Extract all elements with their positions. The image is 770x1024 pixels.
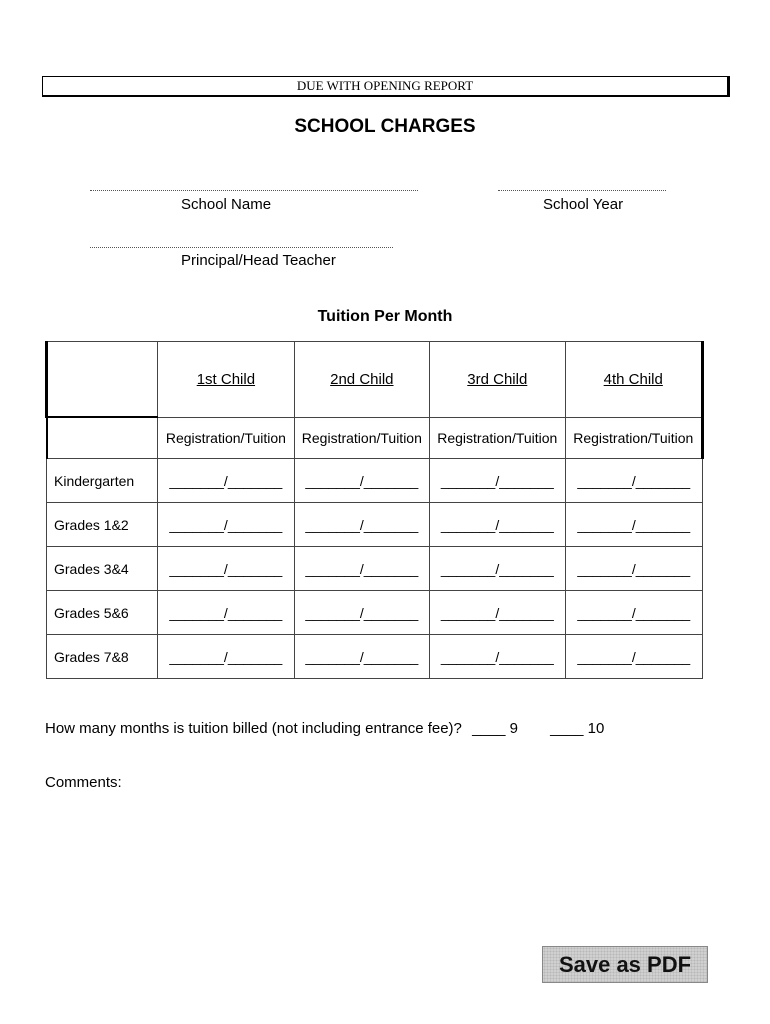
row-label: Grades 3&4 (47, 547, 158, 591)
tuition-title: Tuition Per Month (317, 308, 453, 325)
due-notice-box: DUE WITH OPENING REPORT (42, 76, 730, 97)
question-text: How many months is tuition billed (not including entrance fee)? (45, 720, 462, 737)
header-4th-child: 4th Child (565, 342, 702, 418)
comments-label: Comments: (45, 774, 122, 791)
row-label: Grades 7&8 (47, 635, 158, 679)
fee-slot[interactable]: _______/_______ (430, 591, 565, 635)
sub-header-row (47, 417, 703, 459)
table-row (47, 547, 703, 591)
row-label: Kindergarten (47, 459, 158, 503)
fee-slot[interactable]: _______/_______ (430, 547, 565, 591)
save-as-pdf-button[interactable]: Save as PDF (542, 946, 708, 983)
header-1st-child: 1st Child (158, 342, 294, 418)
sub-header: Registration/Tuition (430, 417, 565, 459)
fee-slot[interactable]: _______/_______ (158, 503, 294, 547)
sub-corner-cell (47, 417, 158, 459)
sub-header: Registration/Tuition (565, 417, 702, 459)
row-label: Grades 5&6 (47, 591, 158, 635)
fee-slot[interactable]: _______/_______ (565, 459, 702, 503)
fee-slot[interactable]: _______/_______ (158, 635, 294, 679)
table-row (47, 503, 703, 547)
option-10-months[interactable]: ____ 10 (550, 720, 605, 737)
fee-slot[interactable]: _______/_______ (565, 547, 702, 591)
header-2nd-child: 2nd Child (294, 342, 429, 418)
fee-slot[interactable]: _______/_______ (294, 635, 429, 679)
page-title: SCHOOL CHARGES (294, 116, 476, 137)
school-name-label: School Name (181, 196, 272, 213)
corner-cell (47, 342, 158, 418)
fee-slot[interactable]: _______/_______ (158, 547, 294, 591)
fee-slot[interactable]: _______/_______ (565, 635, 702, 679)
billing-months-question (45, 720, 604, 737)
fee-slot[interactable]: _______/_______ (294, 547, 429, 591)
child-header-row (47, 342, 703, 418)
fee-slot[interactable]: _______/_______ (430, 459, 565, 503)
sub-header: Registration/Tuition (158, 417, 294, 459)
table-row (47, 459, 703, 503)
header-3rd-child: 3rd Child (430, 342, 565, 418)
principal-line[interactable] (90, 247, 393, 248)
principal-label: Principal/Head Teacher (181, 252, 336, 269)
table-row (47, 591, 703, 635)
table-row (47, 635, 703, 679)
row-label: Grades 1&2 (47, 503, 158, 547)
fee-slot[interactable]: _______/_______ (565, 591, 702, 635)
school-year-label: School Year (543, 196, 624, 213)
fee-slot[interactable]: _______/_______ (294, 459, 429, 503)
fee-slot[interactable]: _______/_______ (158, 591, 294, 635)
sub-header: Registration/Tuition (294, 417, 429, 459)
fee-slot[interactable]: _______/_______ (430, 503, 565, 547)
school-name-line[interactable] (90, 190, 418, 191)
fee-slot[interactable]: _______/_______ (158, 459, 294, 503)
option-9-months[interactable]: ____ 9 (472, 720, 518, 737)
school-year-line[interactable] (498, 190, 666, 191)
fee-slot[interactable]: _______/_______ (565, 503, 702, 547)
fee-slot[interactable]: _______/_______ (430, 635, 565, 679)
fee-slot[interactable]: _______/_______ (294, 591, 429, 635)
fee-slot[interactable]: _______/_______ (294, 503, 429, 547)
tuition-table (45, 341, 704, 679)
